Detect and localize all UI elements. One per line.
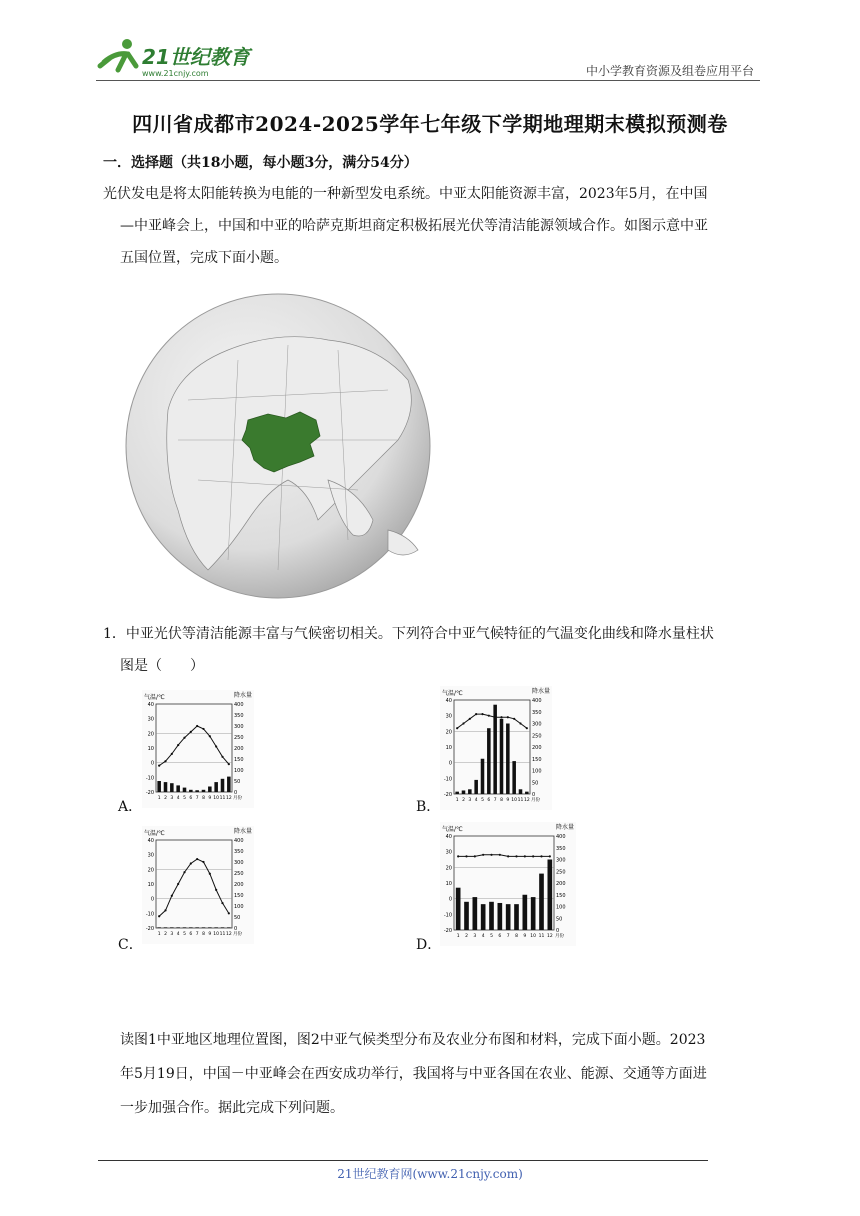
precip-bar xyxy=(208,927,212,928)
temp-point xyxy=(221,756,223,758)
month-tick: 7 xyxy=(506,934,510,939)
temp-tick: 10 xyxy=(445,745,452,751)
page-title: 四川省成都市2024-2025学年七年级下学期地理期末模拟预测卷 xyxy=(132,112,728,136)
temp-tick: -10 xyxy=(443,912,452,919)
precip-tick: 250 xyxy=(234,735,244,741)
temp-tick: 20 xyxy=(445,865,452,872)
precip-bar xyxy=(481,904,486,930)
section-heading: 一．选择题（共18小题，每小题3分，满分54分） xyxy=(103,155,418,171)
temp-curve xyxy=(159,726,229,766)
precip-tick: 300 xyxy=(234,860,244,866)
month-tick: 3 xyxy=(473,934,477,939)
precip-bar xyxy=(202,927,206,928)
precip-tick: 350 xyxy=(556,845,566,852)
header-divider xyxy=(96,80,760,81)
month-label: 月份 xyxy=(555,934,564,939)
temp-tick: 40 xyxy=(147,702,154,708)
month-tick: 9 xyxy=(208,796,212,801)
precip-tick: 100 xyxy=(532,768,542,775)
globe-map xyxy=(118,290,438,602)
temp-point xyxy=(490,854,492,856)
temp-point xyxy=(481,713,483,715)
intro-paragraph xyxy=(103,178,767,274)
precip-tick: 300 xyxy=(556,857,566,864)
month-tick: 6 xyxy=(189,932,193,937)
temp-tick: -10 xyxy=(145,911,154,918)
month-tick: 4 xyxy=(176,932,180,937)
temp-point xyxy=(190,731,192,733)
month-tick: 5 xyxy=(183,932,186,937)
climate-chart-a xyxy=(142,690,254,808)
precip-tick: 0 xyxy=(234,926,238,932)
precip-tick: 200 xyxy=(532,745,542,751)
temp-axis-label: 气温/℃ xyxy=(442,690,463,697)
month-tick: 6 xyxy=(189,796,193,801)
month-tick: 5 xyxy=(481,798,484,803)
month-tick: 4 xyxy=(481,934,485,939)
precip-tick: 350 xyxy=(234,849,244,855)
temp-tick: 30 xyxy=(147,716,154,723)
platform-name: 中小学教育资源及组卷应用平台 xyxy=(585,64,754,78)
precip-tick: 50 xyxy=(234,915,241,921)
month-tick: 4 xyxy=(176,796,180,801)
precip-tick: 50 xyxy=(234,779,241,785)
precip-tick: 300 xyxy=(532,721,542,728)
temp-point xyxy=(209,735,211,737)
intro-line: 五国位置，完成下面小题。 xyxy=(120,250,288,266)
precip-tick: 400 xyxy=(234,838,244,844)
passage-line: 一步加强合作。据此完成下列问题。 xyxy=(120,1100,344,1116)
month-tick: 9 xyxy=(523,934,527,939)
temp-point xyxy=(183,737,185,739)
month-tick: 6 xyxy=(487,798,491,803)
temp-point xyxy=(469,718,471,720)
temp-point xyxy=(515,855,517,857)
temp-point xyxy=(507,855,509,857)
temp-tick: 0 xyxy=(448,760,452,767)
temp-point xyxy=(183,871,185,873)
temp-point xyxy=(519,722,521,724)
logo-text: 21世纪教育 xyxy=(142,45,250,69)
month-tick: 1 xyxy=(456,934,460,939)
temp-curve xyxy=(159,859,229,916)
month-tick: 10 xyxy=(530,934,537,939)
month-label: 月份 xyxy=(531,798,540,803)
option-d-label[interactable]: D． xyxy=(416,937,442,953)
plot-frame xyxy=(156,704,232,792)
month-tick: 12 xyxy=(546,934,553,939)
precip-bar xyxy=(487,728,491,794)
month-tick: 11 xyxy=(219,932,226,937)
month-tick: 8 xyxy=(202,932,205,937)
climate-chart-b xyxy=(440,686,552,810)
month-tick: 5 xyxy=(490,934,493,939)
option-c-label[interactable]: C． xyxy=(118,937,143,953)
precip-bar xyxy=(214,782,218,792)
temp-point xyxy=(513,718,515,720)
temp-tick: 0 xyxy=(150,896,154,903)
temp-tick: 20 xyxy=(147,867,154,874)
temp-point xyxy=(549,855,551,857)
precip-bar xyxy=(183,927,187,928)
month-label: 月份 xyxy=(233,796,242,801)
precip-bar xyxy=(514,904,519,930)
month-tick: 10 xyxy=(213,932,220,937)
precip-tick: 200 xyxy=(556,881,566,887)
month-tick: 6 xyxy=(498,934,502,939)
precip-tick: 100 xyxy=(234,904,244,910)
precip-tick: 300 xyxy=(234,724,244,730)
month-tick: 4 xyxy=(474,798,478,803)
precip-bar xyxy=(183,788,187,792)
footer-link[interactable]: 21世纪教育网(www.21cnjy.com) xyxy=(337,1167,523,1181)
temp-point xyxy=(158,765,160,767)
temp-tick: 10 xyxy=(445,881,452,887)
temp-point xyxy=(488,715,490,717)
month-tick: 11 xyxy=(517,798,524,803)
precip-bar xyxy=(170,927,174,928)
precip-bar xyxy=(512,761,516,794)
temp-tick: 40 xyxy=(445,834,452,840)
precip-bar xyxy=(221,927,225,928)
temp-point xyxy=(158,915,160,917)
precip-tick: 0 xyxy=(532,792,536,798)
temp-tick: -20 xyxy=(443,792,452,798)
temp-point xyxy=(202,861,204,863)
temp-point xyxy=(228,912,230,914)
precip-axis-label: 降水量 xyxy=(234,692,253,699)
precip-bar xyxy=(506,904,511,930)
temp-point xyxy=(190,862,192,864)
precip-bar xyxy=(489,902,494,930)
temp-tick: 10 xyxy=(147,882,154,888)
precip-bar xyxy=(456,888,461,930)
temp-point xyxy=(164,909,166,911)
precip-bar xyxy=(214,927,218,928)
temp-tick: -20 xyxy=(145,926,154,932)
temp-point xyxy=(215,745,217,747)
precip-tick: 200 xyxy=(234,746,244,752)
precip-bar xyxy=(195,790,199,792)
month-tick: 3 xyxy=(170,932,174,937)
precip-bar xyxy=(548,860,553,931)
precip-bar xyxy=(170,783,174,792)
precip-bar xyxy=(506,724,510,795)
temp-axis-label: 气温/℃ xyxy=(144,694,165,701)
precip-bar xyxy=(531,897,536,930)
temp-tick: 20 xyxy=(445,729,452,736)
question-line: 图是（ ） xyxy=(120,658,204,674)
month-tick: 5 xyxy=(183,796,186,801)
precip-bar xyxy=(189,790,193,792)
month-tick: 10 xyxy=(213,796,220,801)
precip-bar xyxy=(468,789,472,794)
temp-point xyxy=(171,895,173,897)
temp-point xyxy=(215,889,217,891)
precip-bar xyxy=(474,780,478,794)
precip-tick: 400 xyxy=(532,698,542,704)
temp-point xyxy=(532,855,534,857)
precip-tick: 250 xyxy=(234,871,244,877)
temp-point xyxy=(499,854,501,856)
precip-tick: 0 xyxy=(234,790,238,796)
intro-line: 光伏发电是将太阳能转换为电能的一种新型发电系统。中亚太阳能资源丰富，2023年5月，在中国 xyxy=(103,186,708,202)
runner-icon xyxy=(100,39,136,70)
temp-point xyxy=(228,763,230,765)
month-tick: 7 xyxy=(493,798,497,803)
temp-tick: 30 xyxy=(147,852,154,859)
month-tick: 12 xyxy=(523,798,530,803)
temp-point xyxy=(494,716,496,718)
precip-tick: 100 xyxy=(234,768,244,774)
month-tick: 7 xyxy=(195,932,199,937)
site-logo xyxy=(96,36,266,80)
precip-bar xyxy=(539,874,544,930)
temp-point xyxy=(171,753,173,755)
precip-bar xyxy=(208,787,212,793)
temp-tick: 0 xyxy=(150,760,154,767)
temp-point xyxy=(196,725,198,727)
month-tick: 9 xyxy=(506,798,510,803)
precip-bar xyxy=(176,785,180,792)
temp-axis-label: 气温/℃ xyxy=(442,826,463,833)
month-tick: 8 xyxy=(202,796,205,801)
temp-point xyxy=(456,727,458,729)
passage-line: 年5月19日，中国－中亚峰会在西安成功举行，我国将与中亚各国在农业、能源、交通等方面进 xyxy=(120,1066,707,1082)
month-tick: 7 xyxy=(195,796,199,801)
temp-point xyxy=(526,727,528,729)
precip-tick: 150 xyxy=(532,756,542,763)
precip-bar xyxy=(227,927,231,928)
temp-point xyxy=(457,855,459,857)
month-tick: 1 xyxy=(157,932,161,937)
intro-line: —中亚峰会上，中国和中亚的哈萨克斯坦商定积极拓展光伏等清洁能源领域合作。如图示意中亚 xyxy=(120,218,708,234)
temp-tick: 40 xyxy=(147,838,154,844)
precip-bar xyxy=(481,759,485,794)
question-line: 1．中亚光伏等清洁能源丰富与气候密切相关。下列符合中亚气候特征的气温变化曲线和降水量柱状 xyxy=(103,626,714,642)
precip-bar xyxy=(189,927,193,928)
month-tick: 1 xyxy=(157,796,161,801)
question-1 xyxy=(103,618,767,682)
temp-point xyxy=(177,744,179,746)
month-tick: 3 xyxy=(170,796,174,801)
option-a-label[interactable]: A． xyxy=(118,799,143,815)
precip-tick: 250 xyxy=(556,869,566,876)
passage-2 xyxy=(120,1023,766,1125)
precip-tick: 400 xyxy=(556,834,566,840)
precip-tick: 100 xyxy=(556,904,566,911)
temp-tick: -20 xyxy=(145,790,154,796)
precip-bar xyxy=(164,927,168,928)
temp-point xyxy=(465,855,467,857)
temp-tick: 10 xyxy=(147,746,154,752)
precip-bar xyxy=(525,792,529,794)
option-b-label[interactable]: B． xyxy=(416,799,441,815)
precip-tick: 400 xyxy=(234,702,244,708)
temp-point xyxy=(164,760,166,762)
month-tick: 2 xyxy=(164,796,167,801)
temp-tick: 0 xyxy=(448,896,452,903)
plot-frame xyxy=(156,840,232,928)
temp-tick: -20 xyxy=(443,928,452,934)
passage-line: 读图1中亚地区地理位置图，图2中亚气候类型分布及农业分布图和材料，完成下面小题。2023 xyxy=(120,1032,706,1048)
temp-point xyxy=(209,873,211,875)
precip-tick: 350 xyxy=(532,709,542,716)
precip-tick: 150 xyxy=(234,893,244,899)
climate-chart-c xyxy=(142,826,254,944)
precip-bar xyxy=(157,927,161,928)
temp-point xyxy=(482,854,484,856)
precip-axis-label: 降水量 xyxy=(234,828,253,835)
precip-bar xyxy=(500,719,504,794)
precip-bar xyxy=(195,927,199,928)
month-tick: 11 xyxy=(219,796,226,801)
precip-bar xyxy=(473,897,478,930)
precip-tick: 350 xyxy=(234,713,244,719)
precip-bar xyxy=(202,790,206,792)
precip-bar xyxy=(464,902,469,930)
precip-bar xyxy=(498,903,503,930)
temp-axis-label: 气温/℃ xyxy=(144,830,165,837)
plot-frame xyxy=(454,700,530,794)
precip-tick: 150 xyxy=(234,757,244,763)
temp-tick: 30 xyxy=(445,849,452,856)
temp-point xyxy=(202,728,204,730)
precip-tick: 0 xyxy=(556,928,560,934)
month-label: 月份 xyxy=(233,932,242,937)
climate-chart-d xyxy=(440,822,576,946)
precip-bar xyxy=(462,790,466,794)
precip-tick: 50 xyxy=(556,916,563,923)
precip-bar xyxy=(523,895,528,930)
temp-point xyxy=(177,883,179,885)
precip-axis-label: 降水量 xyxy=(556,824,575,831)
temp-point xyxy=(500,716,502,718)
footer-divider xyxy=(98,1160,708,1161)
month-tick: 8 xyxy=(515,934,518,939)
temp-tick: -10 xyxy=(443,776,452,783)
temp-tick: 20 xyxy=(147,731,154,738)
precip-tick: 150 xyxy=(556,892,566,899)
temp-curve xyxy=(458,855,550,857)
temp-curve xyxy=(457,714,527,728)
precip-axis-label: 降水量 xyxy=(532,688,551,695)
month-tick: 2 xyxy=(164,932,167,937)
temp-point xyxy=(507,716,509,718)
month-tick: 9 xyxy=(208,932,212,937)
precip-bar xyxy=(176,927,180,928)
month-tick: 3 xyxy=(468,798,472,803)
plot-frame xyxy=(454,836,554,930)
precip-tick: 50 xyxy=(532,780,539,787)
month-tick: 2 xyxy=(465,934,468,939)
temp-point xyxy=(221,902,223,904)
precip-bar xyxy=(221,779,225,792)
temp-point xyxy=(540,855,542,857)
month-tick: 10 xyxy=(511,798,518,803)
precip-tick: 200 xyxy=(234,882,244,888)
temp-point xyxy=(462,722,464,724)
month-tick: 12 xyxy=(225,796,232,801)
precip-bar xyxy=(157,781,161,792)
month-tick: 2 xyxy=(462,798,465,803)
precip-bar xyxy=(227,777,231,792)
precip-bar xyxy=(164,782,168,792)
month-tick: 8 xyxy=(500,798,503,803)
month-tick: 11 xyxy=(538,934,545,939)
logo-url: www.21cnjy.com xyxy=(142,69,209,78)
temp-point xyxy=(196,858,198,860)
temp-point xyxy=(475,713,477,715)
temp-tick: 30 xyxy=(445,713,452,720)
month-tick: 1 xyxy=(455,798,459,803)
temp-tick: -10 xyxy=(145,775,154,782)
month-tick: 12 xyxy=(225,932,232,937)
temp-tick: 40 xyxy=(445,698,452,704)
precip-bar xyxy=(519,789,523,794)
temp-point xyxy=(474,855,476,857)
temp-point xyxy=(524,855,526,857)
precip-bar xyxy=(455,792,459,794)
precip-tick: 250 xyxy=(532,733,542,740)
